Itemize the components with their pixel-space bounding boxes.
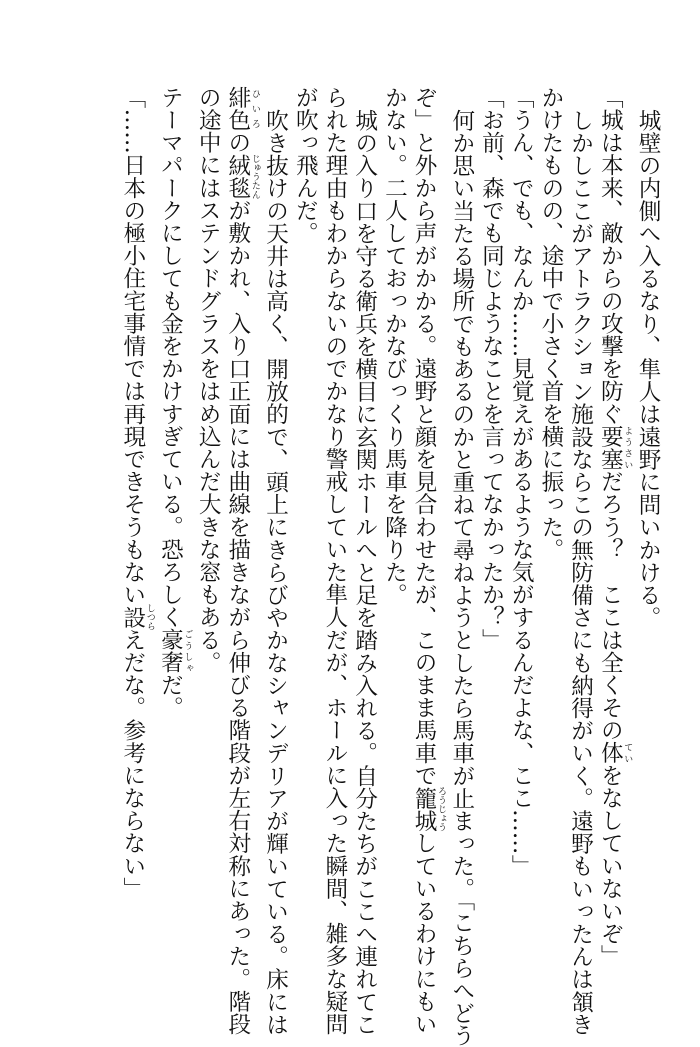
paragraph-line: かない。二人しておっかなびっくり馬車を降りた。 [381, 86, 408, 606]
paragraph-line: の途中にはステンドグラスをはめ込んだ大きな窓もある。 [195, 86, 222, 674]
paragraph-line: 城壁の内側へ入るなり、隼人は遠野に問いかける。 [635, 108, 661, 629]
paragraph-line: 何か思い当たる場所でもあるのかと重ねて尋ねようとしたら馬車が止まった。「こちらへどう [448, 108, 475, 1047]
paragraph-line: 「うん、でも、なんか……見覚えがあるような気がするんだよな、ここ……」 [508, 86, 535, 877]
vertical-text-body [117, 86, 662, 1047]
paragraph-line: かけたものの、途中で小さく首を横に振った。 [537, 86, 564, 561]
paragraph-line: ぞ」と外から声がかかる。遠野と顔を見合わせたが、このまま馬車で籠城 ろうじょうしているわけにもい [411, 86, 447, 1036]
paragraph-line: が吹っ飛んだ。 [292, 86, 319, 245]
paragraph-line: 緋色 ひいろの絨毯 じゅうたんが敷かれ、入り口正面には曲線を描きながら伸びる階段が左右対称にあった。階段 [224, 86, 260, 1036]
paragraph-line: テーマパークにしても金をかけすぎている。恐ろしく豪奢 ごうしゃだ。 [157, 86, 193, 719]
paragraph-line: 「城は本来、敵からの攻撃を防ぐ要塞 ようさいだろう？ ここは全くその体 ていをなしていないぞ」 [597, 86, 633, 968]
paragraph-line: 「お前、森でも同じようなことを言ってなかったか？」 [478, 86, 505, 651]
paragraph-line: しかしここがアトラクション施設ならこの無防備さにも納得がいく。遠野もいったんは頷き [567, 108, 594, 1036]
paragraph-line: 「……日本の極小住宅事情では再現できそうもない設 しつらえだな。参考にならない」 [119, 86, 155, 900]
paragraph-line: 城の入り口を守る衛兵を横目に玄関ホールへと足を踏み入れる。自分たちがここへ連れてこ [351, 108, 378, 1036]
paragraph-line: られた理由もわからないのでかなり警戒していた隼人だが、ホールに入った瞬間、雑多な疑問 [321, 86, 348, 1036]
paragraph-line: 吹き抜けの天井は高く、開放的で、頭上にきらびやかなシャンデリアが輝いている。床には [262, 108, 289, 1036]
